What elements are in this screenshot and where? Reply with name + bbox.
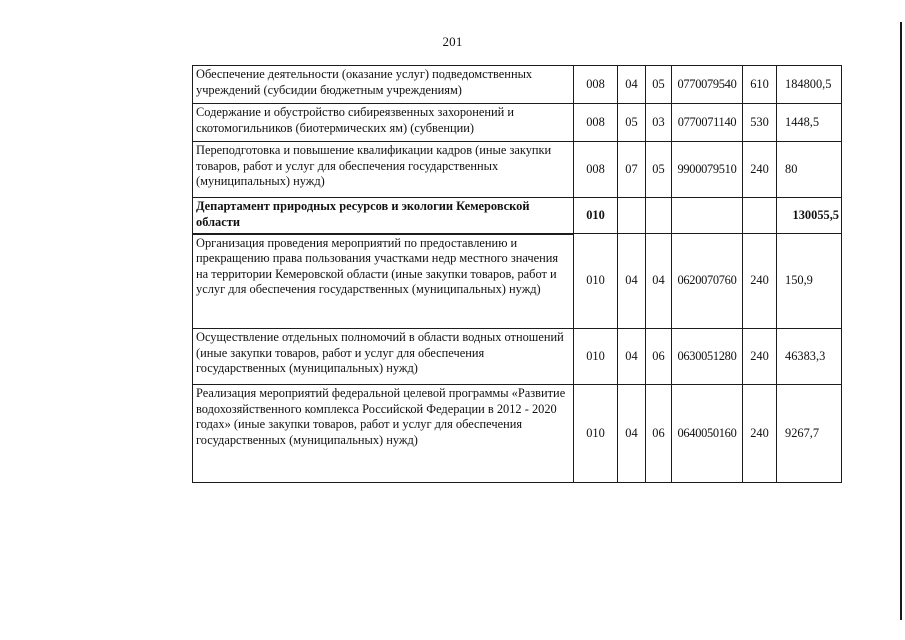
- row-pr: 05: [646, 66, 672, 104]
- row-grbs: 010: [574, 385, 618, 483]
- row-amount: 9267,7: [777, 385, 842, 483]
- row-pr: 05: [646, 142, 672, 198]
- row-vr: 530: [743, 104, 777, 142]
- row-vr: 240: [743, 234, 777, 329]
- row-csr: 0630051280: [672, 329, 743, 385]
- row-pr: 06: [646, 385, 672, 483]
- row-amount: 150,9: [777, 234, 842, 329]
- row-csr: 0620070760: [672, 234, 743, 329]
- row-csr: 0770079540: [672, 66, 743, 104]
- row-amount: 80: [777, 142, 842, 198]
- department-name: Департамент природных ресурсов и экологии Кемеровской области: [193, 198, 574, 234]
- table-row: [193, 329, 842, 385]
- table-row: [193, 385, 842, 483]
- row-csr: 0640050160: [672, 385, 743, 483]
- row-name: Организация проведения мероприятий по предоставлению и прекращению права пользования участками недр местного значения на территории Кемеровской области (иные закупки товаров, работ и услуг для обеспечения государственных (муниципальных) нужд): [193, 234, 574, 329]
- row-name: Реализация мероприятий федеральной целевой программы «Развитие водохозяйственного комплекса Российской Федерации в 2012 - 2020 годах» (иные закупки товаров, работ и услуг для обеспечения государственных (муниципальных) нужд): [193, 385, 574, 483]
- row-vr: 240: [743, 329, 777, 385]
- row-name: Обеспечение деятельности (оказание услуг) подведомственных учреждений (субсидии бюджетным учреждениям): [193, 66, 574, 104]
- budget-table: [192, 65, 842, 483]
- row-grbs: 008: [574, 66, 618, 104]
- row-vr: 610: [743, 66, 777, 104]
- row-amount: 1448,5: [777, 104, 842, 142]
- row-rz: 04: [618, 329, 646, 385]
- row-name: Осуществление отдельных полномочий в области водных отношений (иные закупки товаров, работ и услуг для обеспечения государственных (муниципальных) нужд): [193, 329, 574, 385]
- row-pr: [646, 198, 672, 234]
- row-rz: 04: [618, 234, 646, 329]
- row-pr: 06: [646, 329, 672, 385]
- row-rz: 05: [618, 104, 646, 142]
- scan-edge-line: [900, 22, 902, 620]
- row-amount: 46383,3: [777, 329, 842, 385]
- row-rz: 07: [618, 142, 646, 198]
- row-grbs: 010: [574, 329, 618, 385]
- row-grbs: 008: [574, 142, 618, 198]
- page-number: 201: [442, 34, 463, 49]
- table-row: [193, 66, 842, 104]
- row-csr: 9900079510: [672, 142, 743, 198]
- row-vr: [743, 198, 777, 234]
- row-rz: 04: [618, 66, 646, 104]
- row-vr: 240: [743, 142, 777, 198]
- row-name: Содержание и обустройство сибиреязвенных захоронений и скотомогильников (биотермических ям) (субвенции): [193, 104, 574, 142]
- department-amount: 130055,5: [777, 198, 842, 234]
- row-vr: 240: [743, 385, 777, 483]
- row-csr: [672, 198, 743, 234]
- table-row: [193, 142, 842, 198]
- table-row: [193, 234, 842, 329]
- row-rz: [618, 198, 646, 234]
- row-pr: 03: [646, 104, 672, 142]
- table-row: [193, 104, 842, 142]
- row-grbs: 010: [574, 198, 618, 234]
- row-grbs: 008: [574, 104, 618, 142]
- row-rz: 04: [618, 385, 646, 483]
- row-name: Переподготовка и повышение квалификации кадров (иные закупки товаров, работ и услуг для обеспечения государственных (муниципальных) нужд): [193, 142, 574, 198]
- row-csr: 0770071140: [672, 104, 743, 142]
- row-pr: 04: [646, 234, 672, 329]
- row-amount: 184800,5: [777, 66, 842, 104]
- row-grbs: 010: [574, 234, 618, 329]
- department-row: [193, 198, 842, 234]
